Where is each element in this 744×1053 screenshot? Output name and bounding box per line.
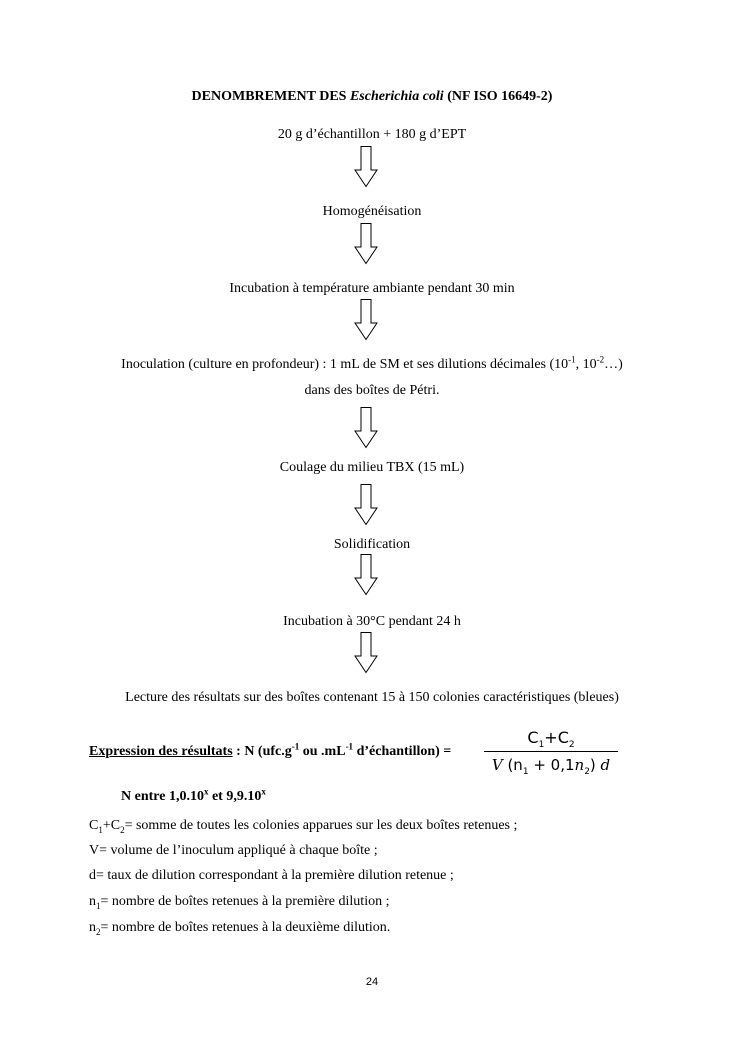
step-solidification: Solidification xyxy=(333,537,411,552)
step-reading: Lecture des résultats sur des boîtes contenant 15 à 150 colonies caractéristiques (bleues) xyxy=(125,690,619,705)
definition-text: = nombre de boîtes retenues à la deuxième dilution. xyxy=(100,920,391,935)
subscript: 2 xyxy=(568,740,575,751)
range-text: et 9,9.10 xyxy=(208,789,262,804)
formula-term: ) xyxy=(589,756,601,774)
subscript: 1 xyxy=(522,767,529,777)
step-incubation-ambient: Incubation à température ambiante pendant 30 min xyxy=(229,281,515,296)
inoculation-text: , 10 xyxy=(575,357,597,372)
down-arrow-icon xyxy=(354,146,378,188)
definition-text: n xyxy=(89,920,96,935)
title-prefix: DENOMBREMENT DES xyxy=(191,89,350,104)
exponent: x xyxy=(261,786,266,797)
step-incubation-30c: Incubation à 30°C pendant 24 h xyxy=(283,614,461,629)
definition-text: = nombre de boîtes retenues à la première dilution ; xyxy=(100,894,390,909)
inoculation-text: …) xyxy=(604,357,623,372)
fraction-bar xyxy=(484,751,618,752)
expression-line xyxy=(89,741,452,760)
definition-v: V= volume de l’inoculum appliqué à chaque boîte ; xyxy=(89,843,378,858)
definition-n2 xyxy=(89,920,390,936)
definition-text: +C xyxy=(102,818,121,833)
subscript: 2 xyxy=(584,767,590,777)
formula-term: V xyxy=(491,756,503,774)
expression-text: : N (ufc.g xyxy=(232,744,292,759)
inoculation-text: Inoculation (culture en profondeur) : 1 mL de SM et ses dilutions décimales (10 xyxy=(121,357,569,372)
definition-text: n xyxy=(89,894,96,909)
exponent: -2 xyxy=(596,354,605,365)
subscript: 1 xyxy=(98,824,103,835)
subscript: 1 xyxy=(538,740,545,751)
step-pouring: Coulage du milieu TBX (15 mL) xyxy=(279,460,465,475)
step-sample: 20 g d’échantillon + 180 g d’EPT xyxy=(277,127,467,142)
definition-text: = somme de toutes les colonies apparues sur les deux boîtes retenues ; xyxy=(124,818,518,833)
formula-denominator xyxy=(484,756,618,777)
definition-c xyxy=(89,818,517,834)
definition-d: d= taux de dilution correspondant à la première dilution retenue ; xyxy=(89,868,454,883)
formula-term: d xyxy=(600,756,611,774)
formula-term: (n xyxy=(502,756,523,774)
down-arrow-icon xyxy=(354,407,378,449)
expression-text: ou .mL xyxy=(299,744,346,759)
expression-text: d’échantillon) = xyxy=(353,744,452,759)
exponent: -1 xyxy=(568,354,576,365)
page-number: 24 xyxy=(365,976,379,988)
document-title xyxy=(0,89,744,105)
step-inoculation-line2: dans des boîtes de Pétri. xyxy=(304,383,440,398)
range-line xyxy=(121,786,266,805)
exponent: -1 xyxy=(291,741,300,752)
title-species: Escherichia coli xyxy=(349,89,444,104)
down-arrow-icon xyxy=(354,299,378,341)
down-arrow-icon xyxy=(354,632,378,674)
range-text: N entre 1,0.10 xyxy=(121,789,204,804)
subscript: 2 xyxy=(120,824,125,835)
expression-label: Expression des résultats xyxy=(89,744,233,759)
down-arrow-icon xyxy=(354,484,378,526)
formula-term: +C xyxy=(544,728,569,747)
formula-numerator xyxy=(484,728,618,751)
step-homogenisation: Homogénéisation xyxy=(322,204,422,219)
subscript: 1 xyxy=(96,900,101,911)
down-arrow-icon xyxy=(354,223,378,265)
step-inoculation xyxy=(0,354,744,373)
title-suffix: (NF ISO 16649-2) xyxy=(443,89,553,104)
subscript: 2 xyxy=(96,926,101,937)
formula-term: + 0,1 xyxy=(528,756,575,774)
formula-term: n xyxy=(574,756,585,774)
exponent: -1 xyxy=(345,741,354,752)
definition-n1 xyxy=(89,894,389,910)
formula-term: C xyxy=(527,728,539,747)
exponent: x xyxy=(203,786,209,797)
definition-text: C xyxy=(89,818,99,833)
down-arrow-icon xyxy=(354,554,378,596)
